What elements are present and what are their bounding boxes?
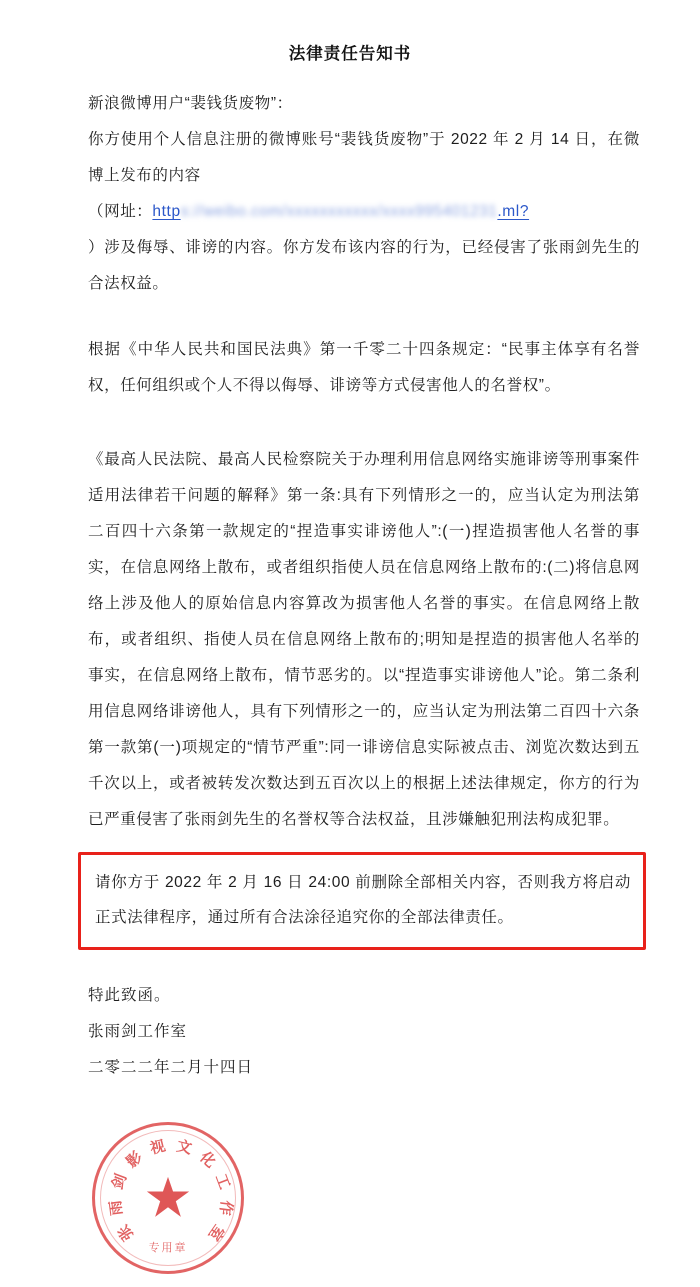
signature-name: 张雨剑工作室 bbox=[88, 1023, 188, 1040]
seal-bottom-text: 专用章 bbox=[148, 1242, 188, 1254]
paragraph-infringement: ）涉及侮辱、诽谤的内容。你方发布该内容的行为，已经侵害了张雨剑先生的合法权益。 bbox=[88, 239, 640, 292]
seal-arc-text: 张 雨 剑 影 视 文 化 工 作 室 bbox=[108, 1138, 234, 1243]
url-prefix-label: （网址： bbox=[88, 203, 153, 220]
page-title: 法律责任告知书 bbox=[288, 45, 412, 63]
post-url-suffix[interactable]: .ml? bbox=[497, 203, 530, 220]
closing-line: 特此致函。 bbox=[88, 987, 171, 1004]
post-url-blurred: s://weibo.com/xxxxxxxxxxx/xxxx995401231 bbox=[180, 203, 498, 220]
deadline-notice-box bbox=[78, 852, 646, 950]
signature-date: 二零二二年二月十四日 bbox=[88, 1059, 254, 1076]
url-line bbox=[88, 194, 640, 230]
paragraph-judicial-interpretation: 《最高人民法院、最高人民检察院关于办理利用信息网络实施诽谤等刑事案件适用法律若干问题的解释》第一条:具有下列情形之一的，应当认定为刑法第二百四十六条第一款规定的“捏造事实诽谤他人”:(一)捏造损害他人名誉的事实，在信息网络上散布，或者组织指使人员在信息网络上散布的:(二)将信息网络上涉及他人的原始信息内容算改为损害他人名誉的事实。在信息网络上散布，或者组织、指使人员在信息网络上散布的;明知是捏造的损害他人名举的事实，在信息网络上散布，情节恶劣的。以“捏造事实诽谤他人”论。第二条利用信息网络诽谤他人，具有下列情形之一的，应当认定为刑法第二百四十六条第一款第(一)项规定的“情节严重”:同一诽谤信息实际被点击、浏览次数达到五千次以上，或者被转发次数达到五百次以上的根据上述法律规定，你方的行为已严重侵害了张雨剑先生的名誉权等合法权益，且涉嫌触犯刑法构成犯罪。 bbox=[88, 451, 640, 828]
spacer-3 bbox=[88, 838, 640, 848]
post-url-link[interactable]: http bbox=[152, 203, 181, 220]
spacer-2 bbox=[88, 404, 640, 442]
spacer-1 bbox=[88, 302, 640, 332]
signature-block bbox=[88, 978, 640, 1086]
paragraph-account-info: 你方使用个人信息注册的微博账号“裴钱货废物”于 2022 年 2 月 14 日，在微博上发布的内容 bbox=[88, 131, 640, 184]
deadline-notice-text: 请你方于 2022 年 2 月 16 日 24:00 前删除全部相关内容，否则我方将启动正式法律程序，通过所有合法涂径追究你的全部法律责任。 bbox=[95, 874, 631, 926]
paragraph-civil-code: 根据《中华人民共和国民法典》第一千零二十四条规定：“民事主体享有名誉权，任何组织或个人不得以侮辱、诽谤等方式侵害他人的名誉权”。 bbox=[88, 341, 640, 394]
salutation: 新浪微博用户“裴钱货废物”： bbox=[88, 95, 293, 112]
